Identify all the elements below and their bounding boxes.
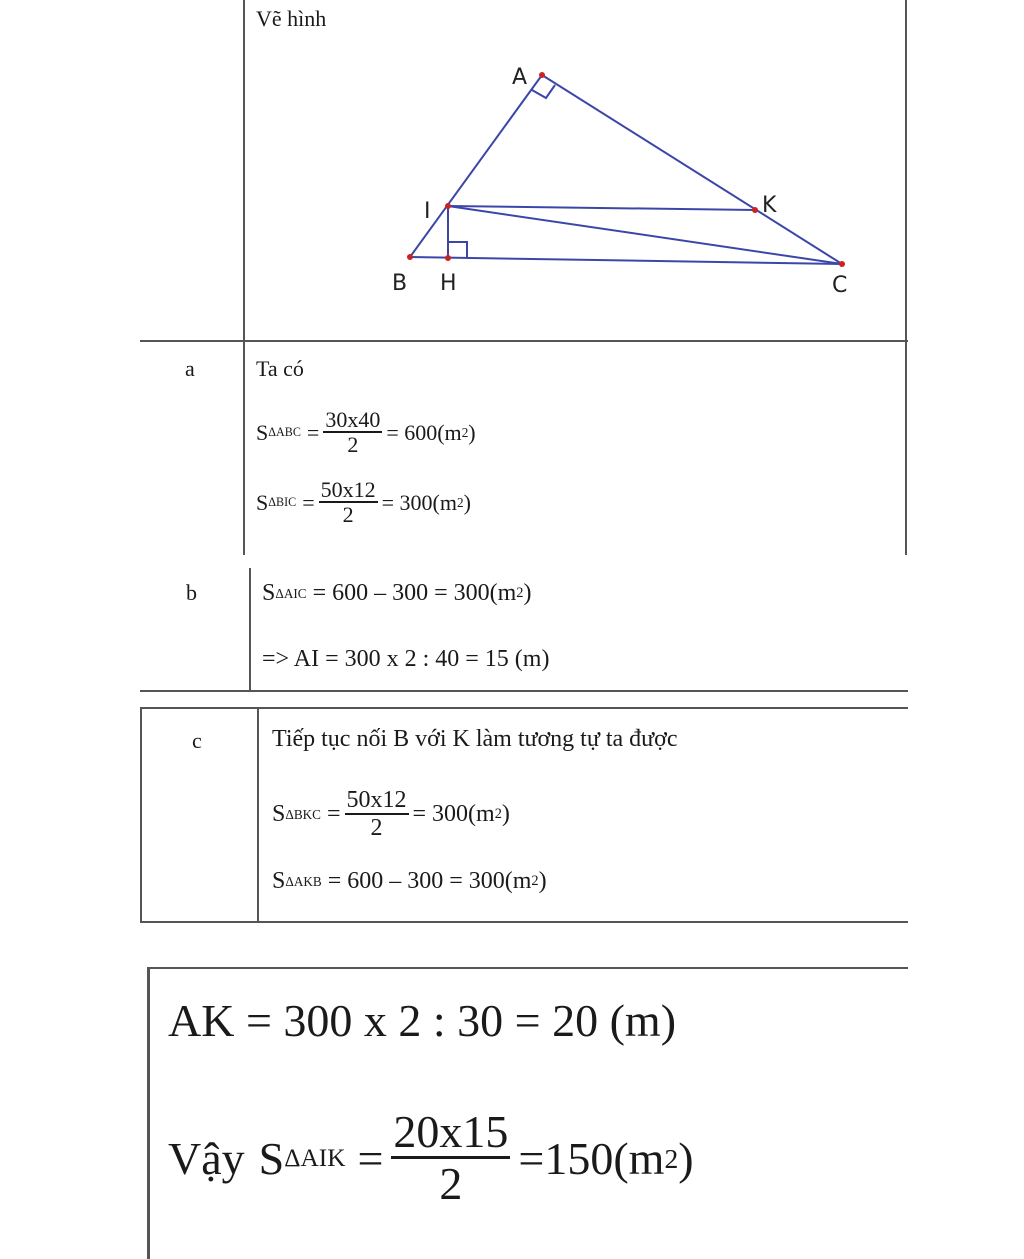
row-b-bottom-border xyxy=(140,690,908,692)
triangle-figure xyxy=(380,60,870,300)
result: =150(m xyxy=(518,1133,665,1185)
numerator: 50x12 xyxy=(320,477,376,502)
conclusion-left-border xyxy=(147,967,150,1259)
area-symbol: S xyxy=(272,868,286,894)
result: = 600 – 300 = 300(m xyxy=(312,580,517,606)
label-H: H xyxy=(440,271,457,296)
result: = 600(m xyxy=(386,419,462,445)
equation-area-ABC: S ΔABC = $\frac{30x40}{2}$ = 600(m 2 ) xyxy=(256,407,476,458)
result: = 300(m xyxy=(381,489,457,515)
figure-right-border xyxy=(905,0,907,340)
row-b-column-divider xyxy=(249,568,251,692)
row-a-right-border xyxy=(905,340,907,555)
label-C: C xyxy=(832,273,848,298)
part-b-label: b xyxy=(186,580,197,605)
point-K xyxy=(752,207,758,213)
segment-IK xyxy=(448,206,755,210)
equation-AI: => AI = 300 x 2 : 40 = 15 (m) xyxy=(262,646,550,672)
part-c-label: c xyxy=(192,728,202,753)
area-symbol: S xyxy=(262,580,276,606)
triangle-subscript: ΔBIC xyxy=(268,495,297,510)
denominator: 2 xyxy=(347,432,359,458)
result: = 600 – 300 = 300(m xyxy=(327,868,532,894)
fraction xyxy=(345,788,409,842)
label-K: K xyxy=(762,193,777,218)
point-H xyxy=(445,255,451,261)
equation-area-AIK: Vậy S ΔAIK = $\frac{20x15}{2}$ =150(m 2 ) xyxy=(168,1106,694,1210)
right-angle-mark-A xyxy=(532,85,555,98)
fraction xyxy=(323,408,382,457)
label-A: A xyxy=(512,65,528,90)
row-a-column-divider xyxy=(243,340,245,555)
fraction xyxy=(391,1108,510,1210)
triangle-subscript: ΔBKC xyxy=(285,806,321,822)
right-angle-mark-H xyxy=(448,242,467,258)
part-c-intro: Tiếp tục nối B với K làm tương tự ta được xyxy=(272,726,678,752)
equation-area-AKB: S ΔAKB = 600 – 300 = 300(m 2 ) xyxy=(272,868,547,894)
triangle-subscript: ΔABC xyxy=(268,425,301,440)
figure-heading: Vẽ hình xyxy=(256,6,327,31)
row-c-left-border xyxy=(140,707,142,923)
fraction xyxy=(319,478,378,527)
conclusion-top-border xyxy=(148,967,908,969)
point-C xyxy=(839,261,845,267)
denominator: 2 xyxy=(342,502,354,528)
segment-BC xyxy=(410,257,842,264)
row-a-top-border xyxy=(140,340,908,342)
segment-AC xyxy=(542,75,842,264)
part-a-intro: Ta có xyxy=(256,356,304,381)
figure-column-divider xyxy=(243,0,245,340)
conclusion-prefix: Vậy xyxy=(168,1133,245,1185)
equation-area-BIC: S ΔBIC = $\frac{50x12}{2}$ = 300(m 2 ) xyxy=(256,477,471,528)
denominator: 2 xyxy=(439,1158,463,1210)
numerator: 20x15 xyxy=(391,1108,510,1159)
point-I xyxy=(445,203,451,209)
numerator: 30x40 xyxy=(325,407,381,432)
denominator: 2 xyxy=(370,815,383,842)
result: = 300(m xyxy=(412,801,495,828)
row-c-top-border xyxy=(140,707,908,709)
area-symbol: S xyxy=(272,801,286,828)
triangle-subscript: ΔAIC xyxy=(275,585,307,601)
triangle-subscript: ΔAKB xyxy=(285,873,322,889)
equation-area-BKC: S ΔBKC = $\frac{50x12}{2}$ = 300(m 2 ) xyxy=(272,787,510,842)
row-c-column-divider xyxy=(257,707,259,923)
triangle-subscript: ΔAIK xyxy=(284,1144,346,1173)
point-B xyxy=(407,254,413,260)
part-a-label: a xyxy=(185,356,195,381)
point-A xyxy=(539,72,545,78)
label-I: I xyxy=(424,199,431,224)
area-symbol: S xyxy=(256,419,269,445)
area-symbol: S xyxy=(258,1133,285,1185)
area-symbol: S xyxy=(256,489,269,515)
numerator: 50x12 xyxy=(345,788,409,815)
row-c-bottom-border xyxy=(140,921,908,923)
equation-AK: AK = 300 x 2 : 30 = 20 (m) xyxy=(168,995,677,1046)
label-B: B xyxy=(392,271,408,296)
equation-area-AIC: S ΔAIC = 600 – 300 = 300(m 2 ) xyxy=(262,580,532,606)
segment-AB xyxy=(410,75,542,257)
segment-IC xyxy=(448,206,842,264)
